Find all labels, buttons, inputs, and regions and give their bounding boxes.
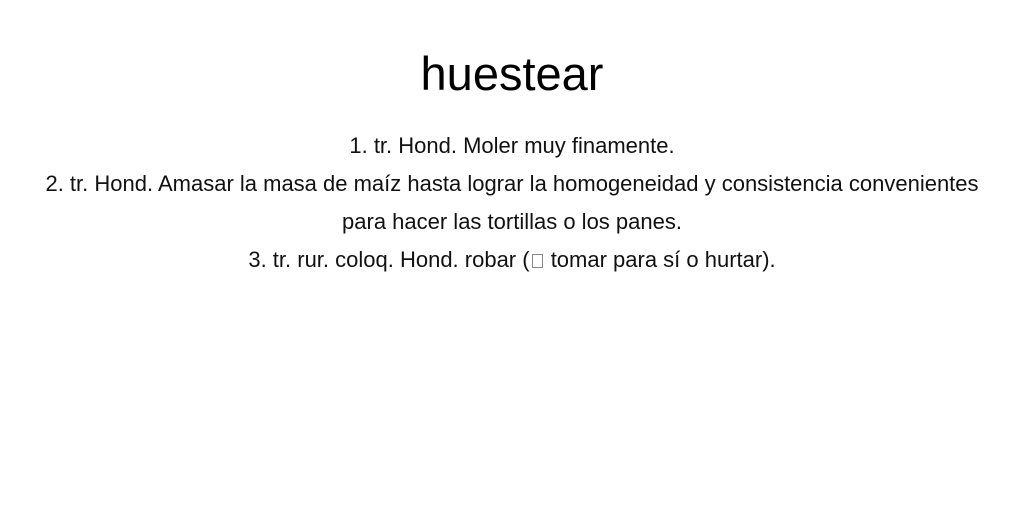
definition-1: 1. tr. Hond. Moler muy finamente. — [349, 133, 675, 158]
reference-arrow-icon — [532, 254, 543, 268]
definition-3 — [40, 241, 984, 279]
definition-2: 2. tr. Hond. Amasar la masa de maíz hasta lograr la homogeneidad y consistencia convenientes para hacer las tortillas o los panes. — [45, 171, 979, 234]
definition-3-text-end: tomar para sí o hurtar). — [544, 247, 776, 272]
definitions-list — [40, 127, 984, 279]
definition-3-text-start: 3. tr. rur. coloq. Hond. robar ( — [248, 247, 530, 272]
entry-headword: huestear — [420, 47, 604, 100]
